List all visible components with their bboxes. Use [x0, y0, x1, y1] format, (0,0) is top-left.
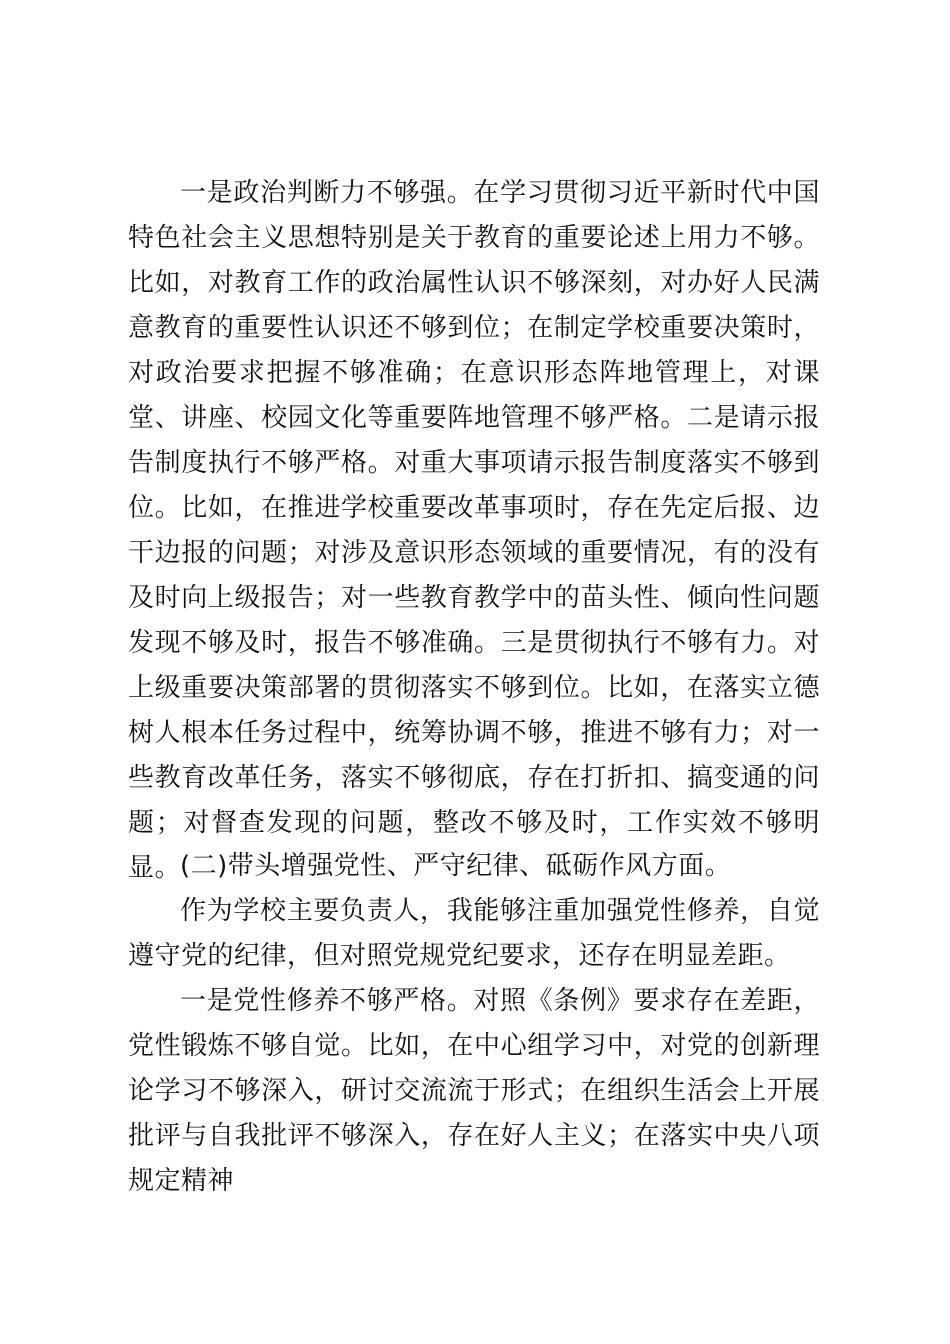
- paragraph-intro: 作为学校主要负责人，我能够注重加强党性修养，自觉遵守党的纪律，但对照党规党纪要求，还存在明显差距。: [128, 896, 820, 971]
- body-text-lower: [128, 844, 820, 1204]
- paragraph-party-spirit: 一是党性修养不够严格。对照《条例》要求存在差距，党性锻炼不够自觉。比如，在中心组学习中，对党的创新理论学习不够深入，研讨交流流于形式；在组织生活会上开展批评与自我批评不够深入，存在好人主义；在落实中央八项规定精神: [128, 986, 820, 1196]
- body-text-upper: [128, 171, 820, 891]
- section-heading: (二)带头增强党性、严守纪律、砥砺作风方面。: [180, 851, 732, 881]
- paragraph-political-judgment: 一是政治判断力不够强。在学习贯彻习近平新时代中国特色社会主义思想特别是关于教育的重要论述上用力不够。比如，对教育工作的政治属性认识不够深刻，对办好人民满意教育的重要性认识还不够到位；在制定学校重要决策时，对政治要求把握不够准确；在意识形态阵地管理上，对课堂、讲座、校园文化等重要阵地管理不够严格。二是请示报告制度执行不够严格。对重大事项请示报告制度落实不够到位。比如，在推进学校重要改革事项时，存在先定后报、边干边报的问题；对涉及意识形态领域的重要情况，有的没有及时向上级报告；对一些教育教学中的苗头性、倾向性问题发现不够及时，报告不够准确。三是贯彻执行不够有力。对上级重要决策部署的贯彻落实不够到位。比如，在落实立德树人根本任务过程中，统筹协调不够，推进不够有力；对一些教育改革任务，落实不够彻底，存在打折扣、搞变通的问题；对督查发现的问题，整改不够及时，工作实效不够明显。: [128, 178, 820, 883]
